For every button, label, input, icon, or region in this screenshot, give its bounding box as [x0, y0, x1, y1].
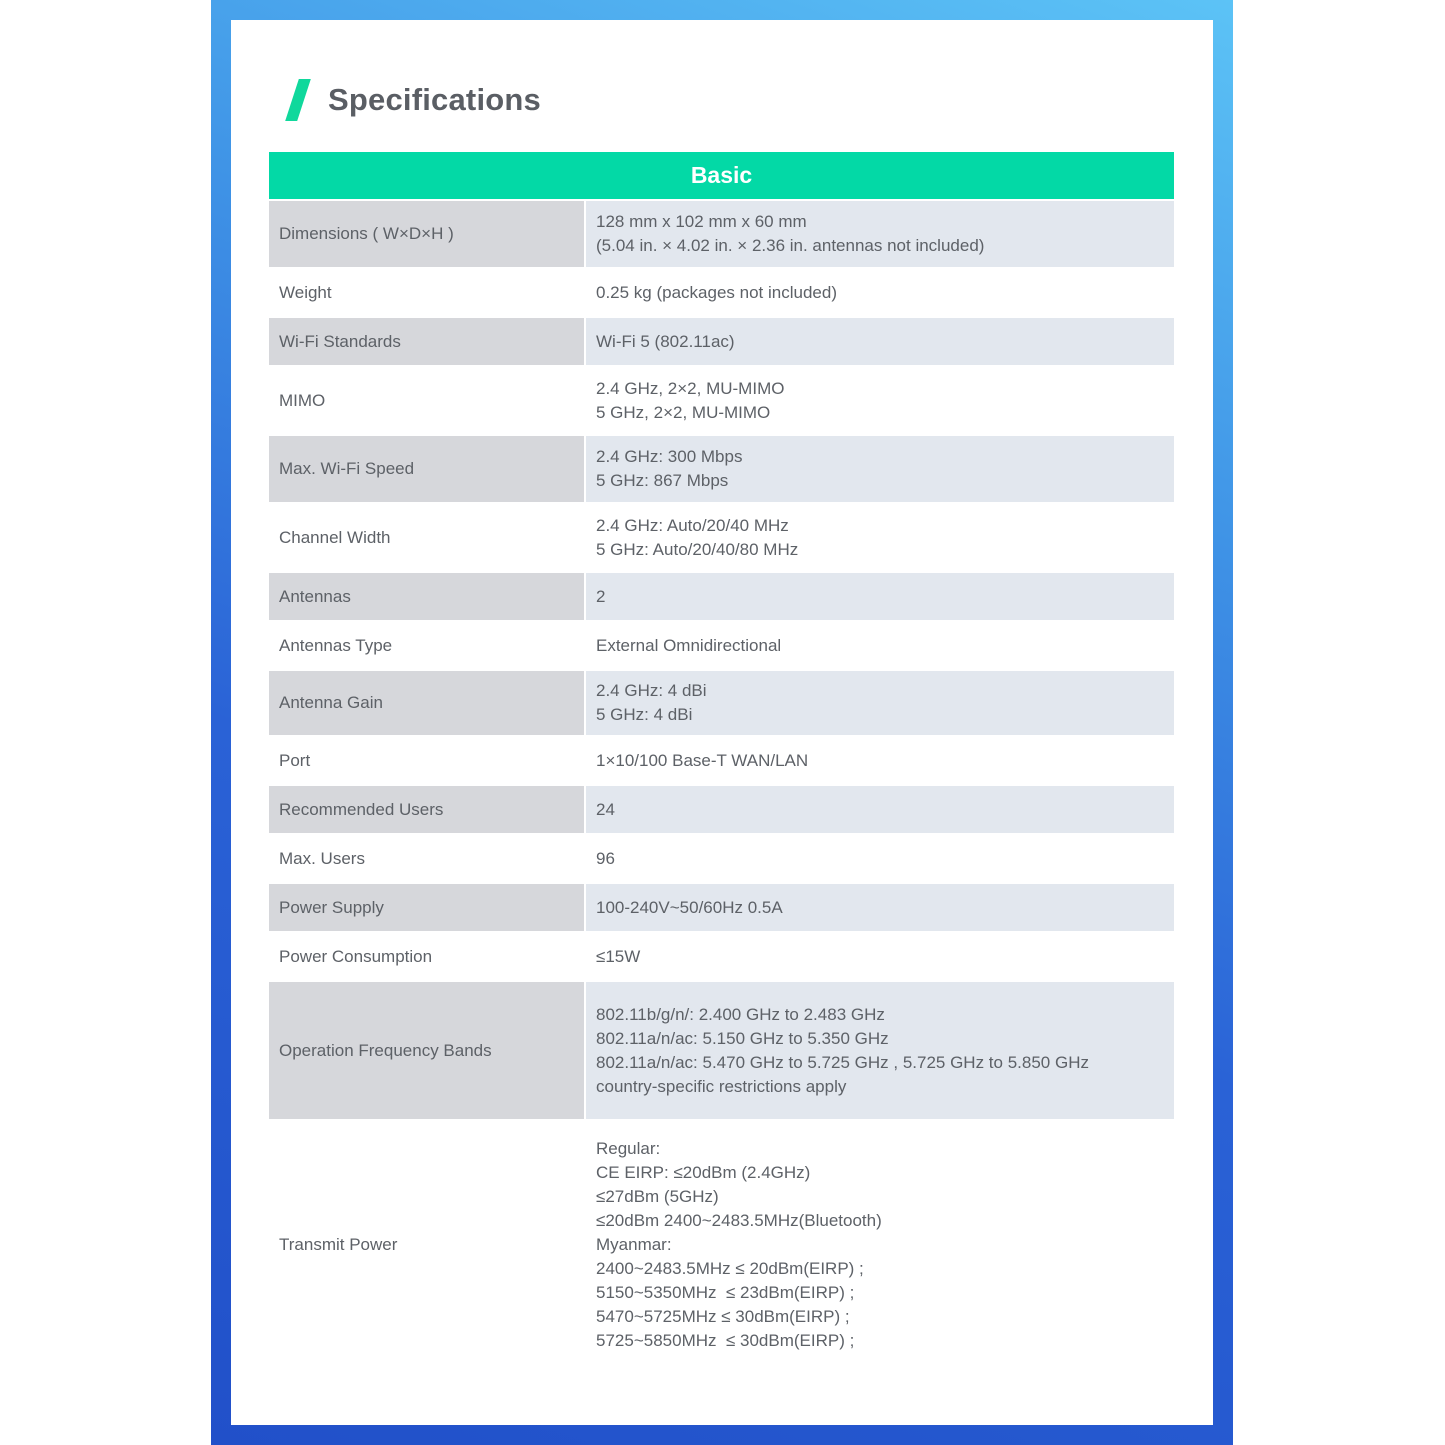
- spec-value: [586, 737, 1174, 784]
- spec-value-line: 802.11b/g/n/: 2.400 GHz to 2.483 GHz: [596, 1004, 885, 1024]
- spec-label: Recommended Users: [269, 786, 584, 833]
- spec-value: [586, 436, 1174, 502]
- spec-label: Antennas: [269, 573, 584, 620]
- spec-label: Max. Wi-Fi Speed: [269, 436, 584, 502]
- spec-value-line: 2.4 GHz: 4 dBi: [596, 681, 707, 700]
- page-title: Specifications: [328, 82, 541, 117]
- spec-label: MIMO: [279, 390, 326, 410]
- spec-value-line: 96: [596, 848, 615, 868]
- spec-value-line: 802.11a/n/ac: 5.470 GHz to 5.725 GHz , 5.725 GHz to 5.850 GHz: [596, 1052, 1089, 1072]
- spec-row: [269, 737, 1174, 784]
- spec-value-line: CE EIRP: ≤20dBm (2.4GHz): [596, 1162, 811, 1182]
- spec-label: Power Supply: [269, 884, 584, 931]
- spec-value-line: 24: [596, 799, 615, 819]
- spec-value-line: 2: [596, 586, 606, 606]
- spec-value-line: 0.25 kg (packages not included): [596, 282, 837, 302]
- spec-label: Power Consumption: [279, 946, 433, 966]
- spec-row: [269, 982, 1174, 1119]
- spec-value-line: 2.4 GHz: 300 Mbps: [596, 447, 743, 466]
- spec-label: Port: [279, 750, 311, 770]
- spec-row: [269, 671, 1174, 735]
- spec-label: Wi-Fi Standards: [269, 318, 584, 365]
- accent-slash-icon: [285, 79, 311, 121]
- spec-value: [586, 573, 1174, 620]
- spec-label: Antennas Type: [279, 635, 393, 655]
- spec-value-line: country-specific restrictions apply: [596, 1076, 847, 1096]
- spec-value-line: 128 mm x 102 mm x 60 mm: [596, 212, 807, 231]
- spec-label: Operation Frequency Bands: [269, 982, 584, 1119]
- spec-value: [586, 933, 1174, 980]
- spec-label: Weight: [279, 282, 332, 302]
- spec-value-line: ≤27dBm (5GHz): [596, 1186, 719, 1206]
- section-header: Basic: [269, 152, 1174, 199]
- spec-row: [269, 504, 1174, 571]
- spec-label: Antenna Gain: [269, 671, 584, 735]
- spec-value-line: 100-240V~50/60Hz 0.5A: [596, 897, 783, 917]
- spec-value-line: ≤15W: [596, 946, 641, 966]
- spec-row: [269, 436, 1174, 502]
- spec-value: [586, 269, 1174, 316]
- spec-row: [269, 367, 1174, 434]
- spec-value: [586, 201, 1174, 267]
- spec-value-line: Regular:: [596, 1138, 661, 1158]
- spec-value: [586, 622, 1174, 669]
- spec-value-line: 5 GHz: 867 Mbps: [596, 471, 729, 490]
- spec-rows: [269, 201, 1174, 1368]
- spec-value-line: Myanmar:: [596, 1234, 672, 1254]
- spec-label: Channel Width: [279, 527, 391, 547]
- spec-row: [269, 835, 1174, 882]
- spec-value: [586, 318, 1174, 365]
- spec-label: Dimensions ( W×D×H ): [269, 201, 584, 267]
- spec-value-line: 2400~2483.5MHz ≤ 20dBm(EIRP) ;: [596, 1258, 864, 1278]
- spec-row: [269, 1121, 1174, 1368]
- spec-value: [586, 367, 1174, 434]
- spec-value: [586, 786, 1174, 833]
- spec-value: [586, 504, 1174, 571]
- spec-value: [586, 671, 1174, 735]
- spec-label: Transmit Power: [279, 1234, 398, 1254]
- spec-value-line: External Omnidirectional: [596, 635, 782, 655]
- spec-value-line: 2.4 GHz: Auto/20/40 MHz: [596, 515, 789, 535]
- spec-value: [586, 1121, 1174, 1368]
- spec-value-line: 802.11a/n/ac: 5.150 GHz to 5.350 GHz: [596, 1028, 889, 1048]
- spec-value-line: ≤20dBm 2400~2483.5MHz(Bluetooth): [596, 1210, 882, 1230]
- spec-row: [269, 318, 1174, 365]
- spec-value: [586, 835, 1174, 882]
- spec-row: [269, 573, 1174, 620]
- spec-label: Max. Users: [279, 848, 365, 868]
- spec-row: [269, 786, 1174, 833]
- spec-value-line: 5725~5850MHz ≤ 30dBm(EIRP) ;: [596, 1330, 855, 1350]
- spec-value-line: 5 GHz: 4 dBi: [596, 705, 693, 724]
- spec-value-line: 1×10/100 Base-T WAN/LAN: [596, 750, 809, 770]
- spec-value-line: 5150~5350MHz ≤ 23dBm(EIRP) ;: [596, 1282, 855, 1302]
- spec-value: [586, 884, 1174, 931]
- spec-value-line: (5.04 in. × 4.02 in. × 2.36 in. antennas not included): [596, 236, 985, 255]
- spec-row: [269, 933, 1174, 980]
- spec-value-line: 5470~5725MHz ≤ 30dBm(EIRP) ;: [596, 1306, 850, 1326]
- spec-row: [269, 269, 1174, 316]
- spec-value: [586, 982, 1174, 1119]
- spec-value-line: 2.4 GHz, 2×2, MU-MIMO: [596, 378, 785, 398]
- spec-value-line: 5 GHz, 2×2, MU-MIMO: [596, 402, 771, 422]
- spec-row: [269, 884, 1174, 931]
- spec-row: [269, 201, 1174, 267]
- spec-value-line: 5 GHz: Auto/20/40/80 MHz: [596, 539, 799, 559]
- spec-table: [269, 152, 1174, 1368]
- spec-row: [269, 622, 1174, 669]
- spec-value-line: Wi-Fi 5 (802.11ac): [596, 331, 735, 351]
- title-block: [284, 78, 541, 122]
